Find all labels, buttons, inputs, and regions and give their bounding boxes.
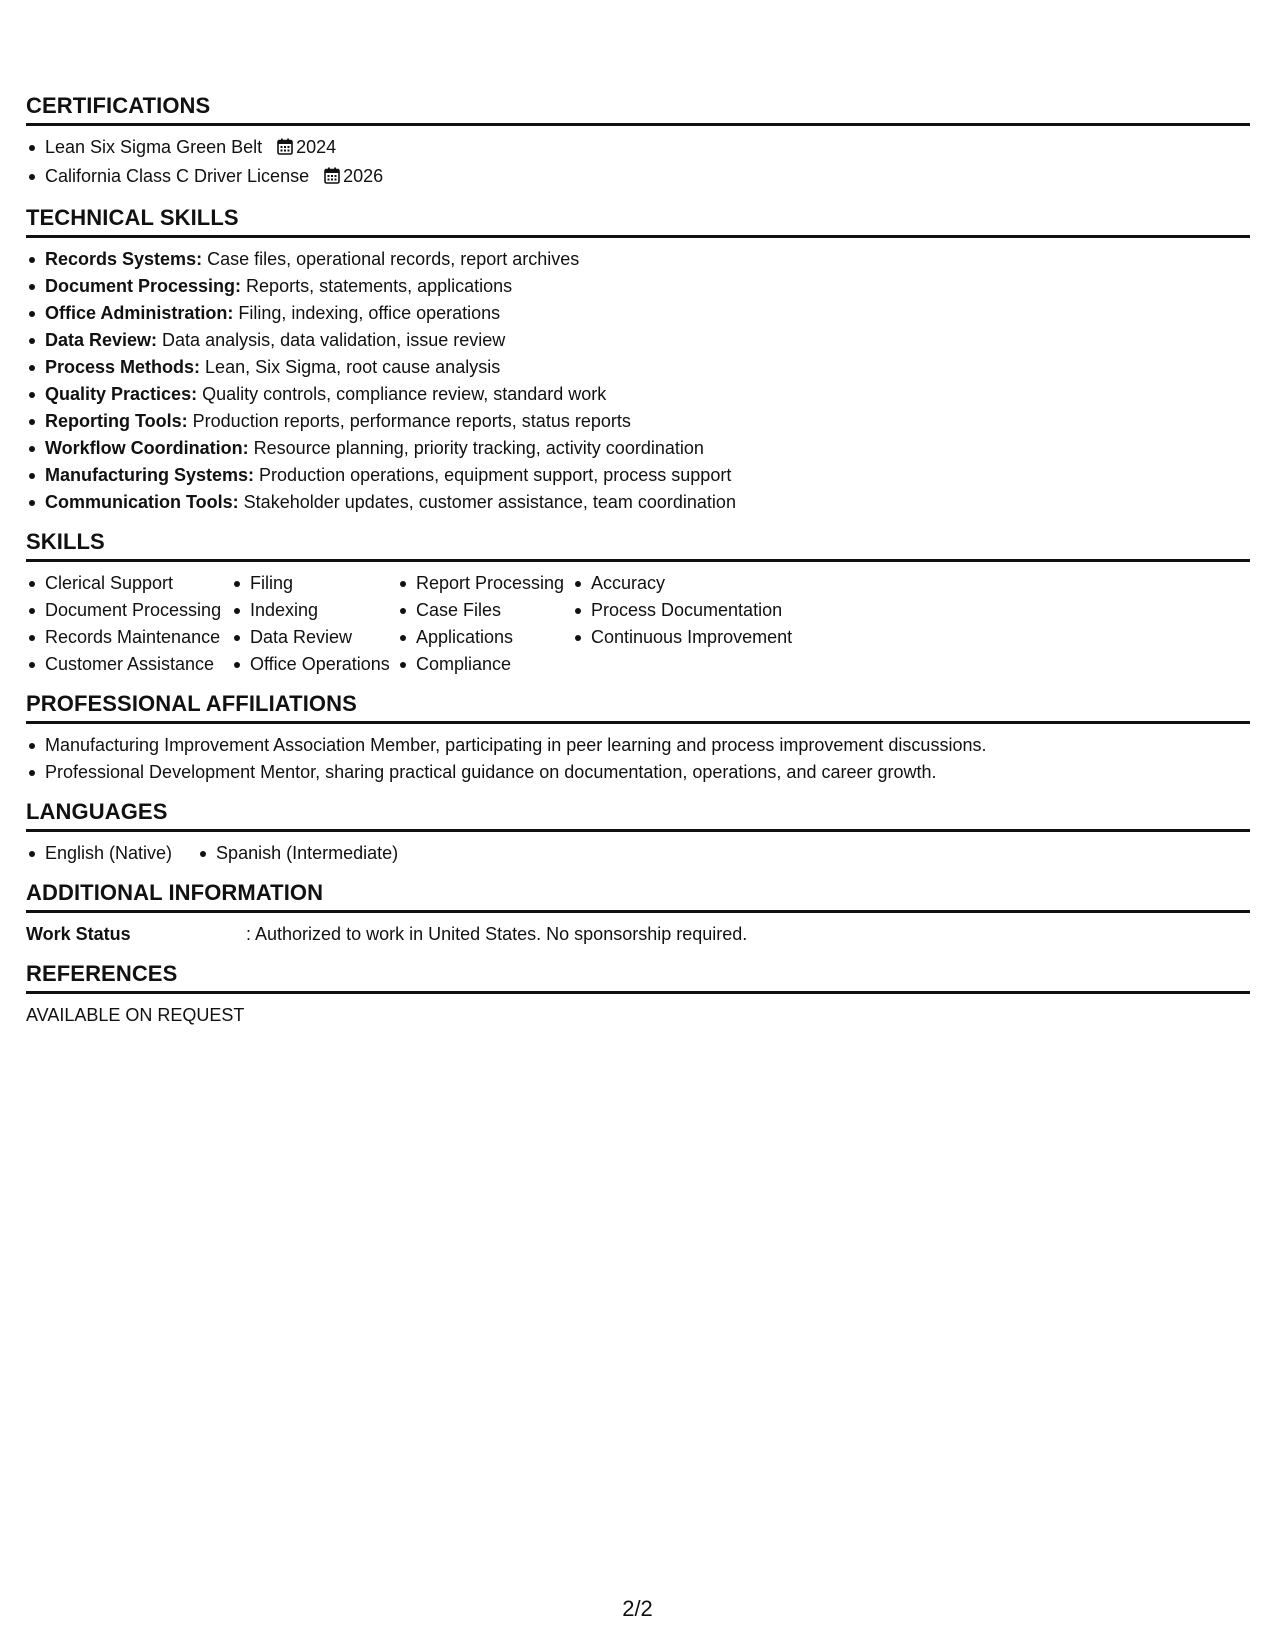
skill-detail: Lean, Six Sigma, root cause analysis [200,357,501,377]
certifications-section [26,92,1250,192]
skill-category: Communication Tools: [45,492,239,512]
calendar-icon [324,165,340,192]
technical-skill-item [26,354,1250,381]
technical-skill-item [26,408,1250,435]
skill-category: Records Systems: [45,249,203,269]
section-title-additional-information: ADDITIONAL INFORMATION [26,880,324,905]
resume-page [26,92,1250,1029]
skill-category: Process Methods: [45,357,201,377]
section-title-affiliations: PROFESSIONAL AFFILIATIONS [26,691,357,716]
skill-item: Compliance [397,651,572,678]
affiliation-item: Manufacturing Improvement Association Member, participating in peer learning and process improvement discussions. [26,732,1250,759]
skill-item: Applications [397,624,572,651]
skill-item: Case Files [397,597,572,624]
technical-skills-section [26,204,1250,516]
section-title-references: REFERENCES [26,961,178,986]
references-section [26,960,1250,1029]
technical-skill-item [26,462,1250,489]
skill-detail: Resource planning, priority tracking, activity coordination [248,438,704,458]
certification-item [26,163,1250,192]
technical-skill-item [26,435,1250,462]
certification-year: 2026 [343,166,384,186]
skill-item: Records Maintenance [26,624,231,651]
skill-item: Indexing [231,597,397,624]
certification-name: California Class C Driver License [45,166,310,186]
skill-detail: Case files, operational records, report archives [202,249,580,269]
section-title-technical-skills: TECHNICAL SKILLS [26,205,239,230]
section-divider [26,721,1250,724]
technical-skills-list [26,246,1250,516]
affiliations-section [26,690,1250,786]
technical-skill-item [26,327,1250,354]
languages-section [26,798,1250,867]
skill-item: Document Processing [26,597,231,624]
certification-name: Lean Six Sigma Green Belt [45,137,263,157]
skill-detail: Stakeholder updates, customer assistance, team coordination [238,492,736,512]
section-divider [26,910,1250,913]
section-title-languages: LANGUAGES [26,799,168,824]
certification-item [26,134,1250,163]
skill-item: Accuracy [572,570,792,597]
section-divider [26,123,1250,126]
calendar-icon [277,136,293,163]
section-title-certifications: CERTIFICATIONS [26,93,211,118]
skill-detail: Production reports, performance reports, status reports [187,411,631,431]
skill-item: Office Operations [231,651,397,678]
info-value: : Authorized to work in United States. No sponsorship required. [246,924,748,944]
skill-category: Workflow Coordination: [45,438,249,458]
section-divider [26,235,1250,238]
technical-skill-item [26,381,1250,408]
skills-column [397,570,572,678]
skill-detail: Production operations, equipment support, process support [254,465,732,485]
page-number: 2/2 [622,1596,653,1621]
skill-item: Process Documentation [572,597,792,624]
skill-detail: Data analysis, data validation, issue review [157,330,506,350]
skill-detail: Quality controls, compliance review, standard work [197,384,607,404]
skill-category: Quality Practices: [45,384,198,404]
section-divider [26,829,1250,832]
language-item: English (Native) [26,840,172,867]
section-divider [26,559,1250,562]
skill-item: Clerical Support [26,570,231,597]
skill-category: Document Processing: [45,276,242,296]
references-text: AVAILABLE ON REQUEST [26,1005,245,1025]
affiliations-list [26,732,1250,786]
skill-detail: Filing, indexing, office operations [233,303,501,323]
skills-column [572,570,792,678]
info-row [26,921,1250,948]
technical-skill-item [26,300,1250,327]
skill-category: Reporting Tools: [45,411,188,431]
technical-skill-item [26,246,1250,273]
skill-category: Office Administration: [45,303,234,323]
skill-item: Report Processing [397,570,572,597]
skills-column [231,570,397,678]
skill-item: Continuous Improvement [572,624,792,651]
technical-skill-item [26,489,1250,516]
skill-detail: Reports, statements, applications [241,276,513,296]
skill-item: Data Review [231,624,397,651]
additional-information-section [26,879,1250,948]
section-divider [26,991,1250,994]
affiliation-item: Professional Development Mentor, sharing practical guidance on documentation, operations, and career growth. [26,759,1250,786]
skills-column [26,570,231,678]
info-label: Work Status [26,924,131,944]
technical-skill-item [26,273,1250,300]
section-title-skills: SKILLS [26,529,105,554]
certifications-list [26,134,1250,192]
skill-category: Manufacturing Systems: [45,465,255,485]
skill-category: Data Review: [45,330,158,350]
skill-item: Filing [231,570,397,597]
languages-list [26,840,1250,867]
skills-grid [26,570,1250,678]
certification-year: 2024 [296,137,337,157]
skills-section [26,528,1250,678]
language-item: Spanish (Intermediate) [197,840,398,867]
skill-item: Customer Assistance [26,651,231,678]
